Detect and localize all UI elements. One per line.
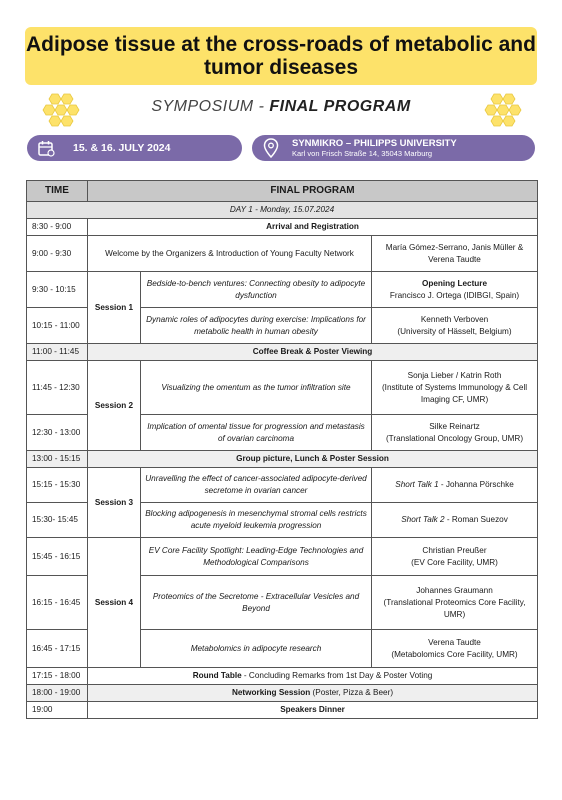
col-program-header: FINAL PROGRAM [88, 181, 538, 202]
program-cell: Welcome by the Organizers & Introduction of Young Faculty Network [88, 236, 372, 272]
day-row [27, 202, 538, 219]
page-title: Adipose tissue at the cross-roads of metabolic and tumor diseases [26, 33, 536, 79]
title-banner [25, 27, 537, 85]
speaker-affiliation: (Translational Proteomics Core Facility, UMR) [383, 597, 526, 619]
table-row [27, 685, 538, 702]
table-row [27, 219, 538, 236]
speaker-cell [372, 503, 538, 538]
session-cell: Session 2 [88, 361, 141, 451]
time-cell: 10:15 - 11:00 [27, 308, 88, 344]
program-title-bold: Round Table [192, 671, 242, 680]
program-cell: Bedside-to-bench ventures: Connecting obesity to adipocyte dysfunction [141, 272, 372, 308]
program-title: (Poster, Pizza & Beer) [310, 688, 394, 697]
session-cell: Session 1 [88, 272, 141, 344]
time-cell: 17:15 - 18:00 [27, 668, 88, 685]
speaker-affiliation: (Translational Oncology Group, UMR) [385, 433, 524, 443]
time-cell: 16:45 - 17:15 [27, 630, 88, 668]
subtitle [0, 98, 562, 116]
program-cell: Visualizing the omentum as the tumor infiltration site [141, 361, 372, 415]
time-cell: 15:15 - 15:30 [27, 468, 88, 503]
time-cell: 15:30- 15:45 [27, 503, 88, 538]
program-cell: Implication of omental tissue for progression and metastasis of ovarian carcinoma [141, 415, 372, 451]
table-row [27, 702, 538, 719]
time-cell: 16:15 - 16:45 [27, 576, 88, 630]
speaker-name: Kenneth Verboven [420, 314, 489, 324]
table-row [27, 361, 538, 415]
program-cell: Blocking adipogenesis in mesenchymal stromal cells restricts acute myeloid leukemia progression [141, 503, 372, 538]
location-address: Karl von Frisch Straße 14, 35043 Marburg [292, 149, 433, 158]
speaker-name: - Johanna Pörschke [438, 480, 514, 489]
subtitle-prefix: SYMPOSIUM - [151, 98, 270, 115]
table-row [27, 272, 538, 308]
program-cell: Arrival and Registration [88, 219, 538, 236]
program-cell [88, 668, 538, 685]
time-cell: 12:30 - 13:00 [27, 415, 88, 451]
time-cell: 19:00 [27, 702, 88, 719]
table-row [27, 538, 538, 576]
date-banner [27, 135, 242, 161]
speaker-cell [372, 361, 538, 415]
speaker-cell [372, 576, 538, 630]
calendar-icon [35, 137, 57, 159]
program-cell: Coffee Break & Poster Viewing [88, 344, 538, 361]
session-cell: Session 3 [88, 468, 141, 538]
day-label: DAY 1 - Monday, 15.07.2024 [27, 202, 538, 219]
speaker-name: Sonja Lieber / Katrin Roth [407, 370, 502, 380]
program-cell: EV Core Facility Spotlight: Leading-Edge Technologies and Methodological Comparisons [141, 538, 372, 576]
speaker-affiliation: (Institute of Systems Immunology & Cell Imaging CF, UMR) [381, 382, 528, 404]
speaker-cell [372, 415, 538, 451]
speaker-name: Verena Taudte [428, 637, 481, 647]
talk-label: Short Talk 2 [401, 515, 445, 524]
table-row [27, 668, 538, 685]
speaker-cell [372, 308, 538, 344]
location-pin-icon [260, 137, 282, 159]
location-name: SYNMIKRO – PHILIPPS UNIVERSITY [292, 138, 457, 149]
speaker-name: Christian Preußer [422, 545, 487, 555]
session-cell: Session 4 [88, 538, 141, 668]
speaker-name: Silke Reinartz [429, 421, 480, 431]
table-row [27, 468, 538, 503]
time-cell: 11:45 - 12:30 [27, 361, 88, 415]
program-cell: Unravelling the effect of cancer-associated adipocyte-derived secretome in ovarian cancer [141, 468, 372, 503]
speaker-affiliation: (EV Core Facility, UMR) [411, 557, 498, 567]
speaker-affiliation: (Metabolomics Core Facility, UMR) [391, 649, 518, 659]
speaker-cell [372, 630, 538, 668]
program-cell: Group picture, Lunch & Poster Session [88, 451, 538, 468]
speaker-name: Johannes Graumann [416, 585, 493, 595]
time-cell: 11:00 - 11:45 [27, 344, 88, 361]
program-table [26, 180, 538, 719]
speaker-cell [372, 272, 538, 308]
speaker-role: Opening Lecture [421, 278, 488, 288]
time-cell: 8:30 - 9:00 [27, 219, 88, 236]
location-banner [252, 135, 535, 161]
speaker-cell: María Gómez-Serrano, Janis Müller & Verena Taudte [372, 236, 538, 272]
time-cell: 9:30 - 10:15 [27, 272, 88, 308]
event-date: 15. & 16. JULY 2024 [73, 142, 171, 154]
program-title: - Concluding Remarks from 1st Day & Poster Voting [241, 671, 433, 680]
program-cell: Metabolomics in adipocyte research [141, 630, 372, 668]
time-cell: 18:00 - 19:00 [27, 685, 88, 702]
table-header-row [27, 181, 538, 202]
time-cell: 9:00 - 9:30 [27, 236, 88, 272]
table-row [27, 344, 538, 361]
time-cell: 13:00 - 15:15 [27, 451, 88, 468]
program-title-bold: Networking Session [231, 688, 311, 697]
speaker-affiliation: (University of Hässelt, Belgium) [397, 326, 512, 336]
time-cell: 15:45 - 16:15 [27, 538, 88, 576]
program-cell: Dynamic roles of adipocytes during exercise: Implications for metabolic health in human obesity [141, 308, 372, 344]
program-cell: Speakers Dinner [88, 702, 538, 719]
col-time-header: TIME [27, 181, 88, 202]
speaker-cell [372, 538, 538, 576]
table-row [27, 236, 538, 272]
program-cell [88, 685, 538, 702]
speaker-name: Francisco J. Ortega (IDIBGI, Spain) [389, 290, 520, 300]
program-cell: Proteomics of the Secretome - Extracellular Vesicles and Beyond [141, 576, 372, 630]
subtitle-main: FINAL PROGRAM [269, 98, 411, 115]
talk-label: Short Talk 1 [395, 480, 439, 489]
speaker-name: - Roman Suezov [444, 515, 508, 524]
table-row [27, 451, 538, 468]
speaker-cell [372, 468, 538, 503]
